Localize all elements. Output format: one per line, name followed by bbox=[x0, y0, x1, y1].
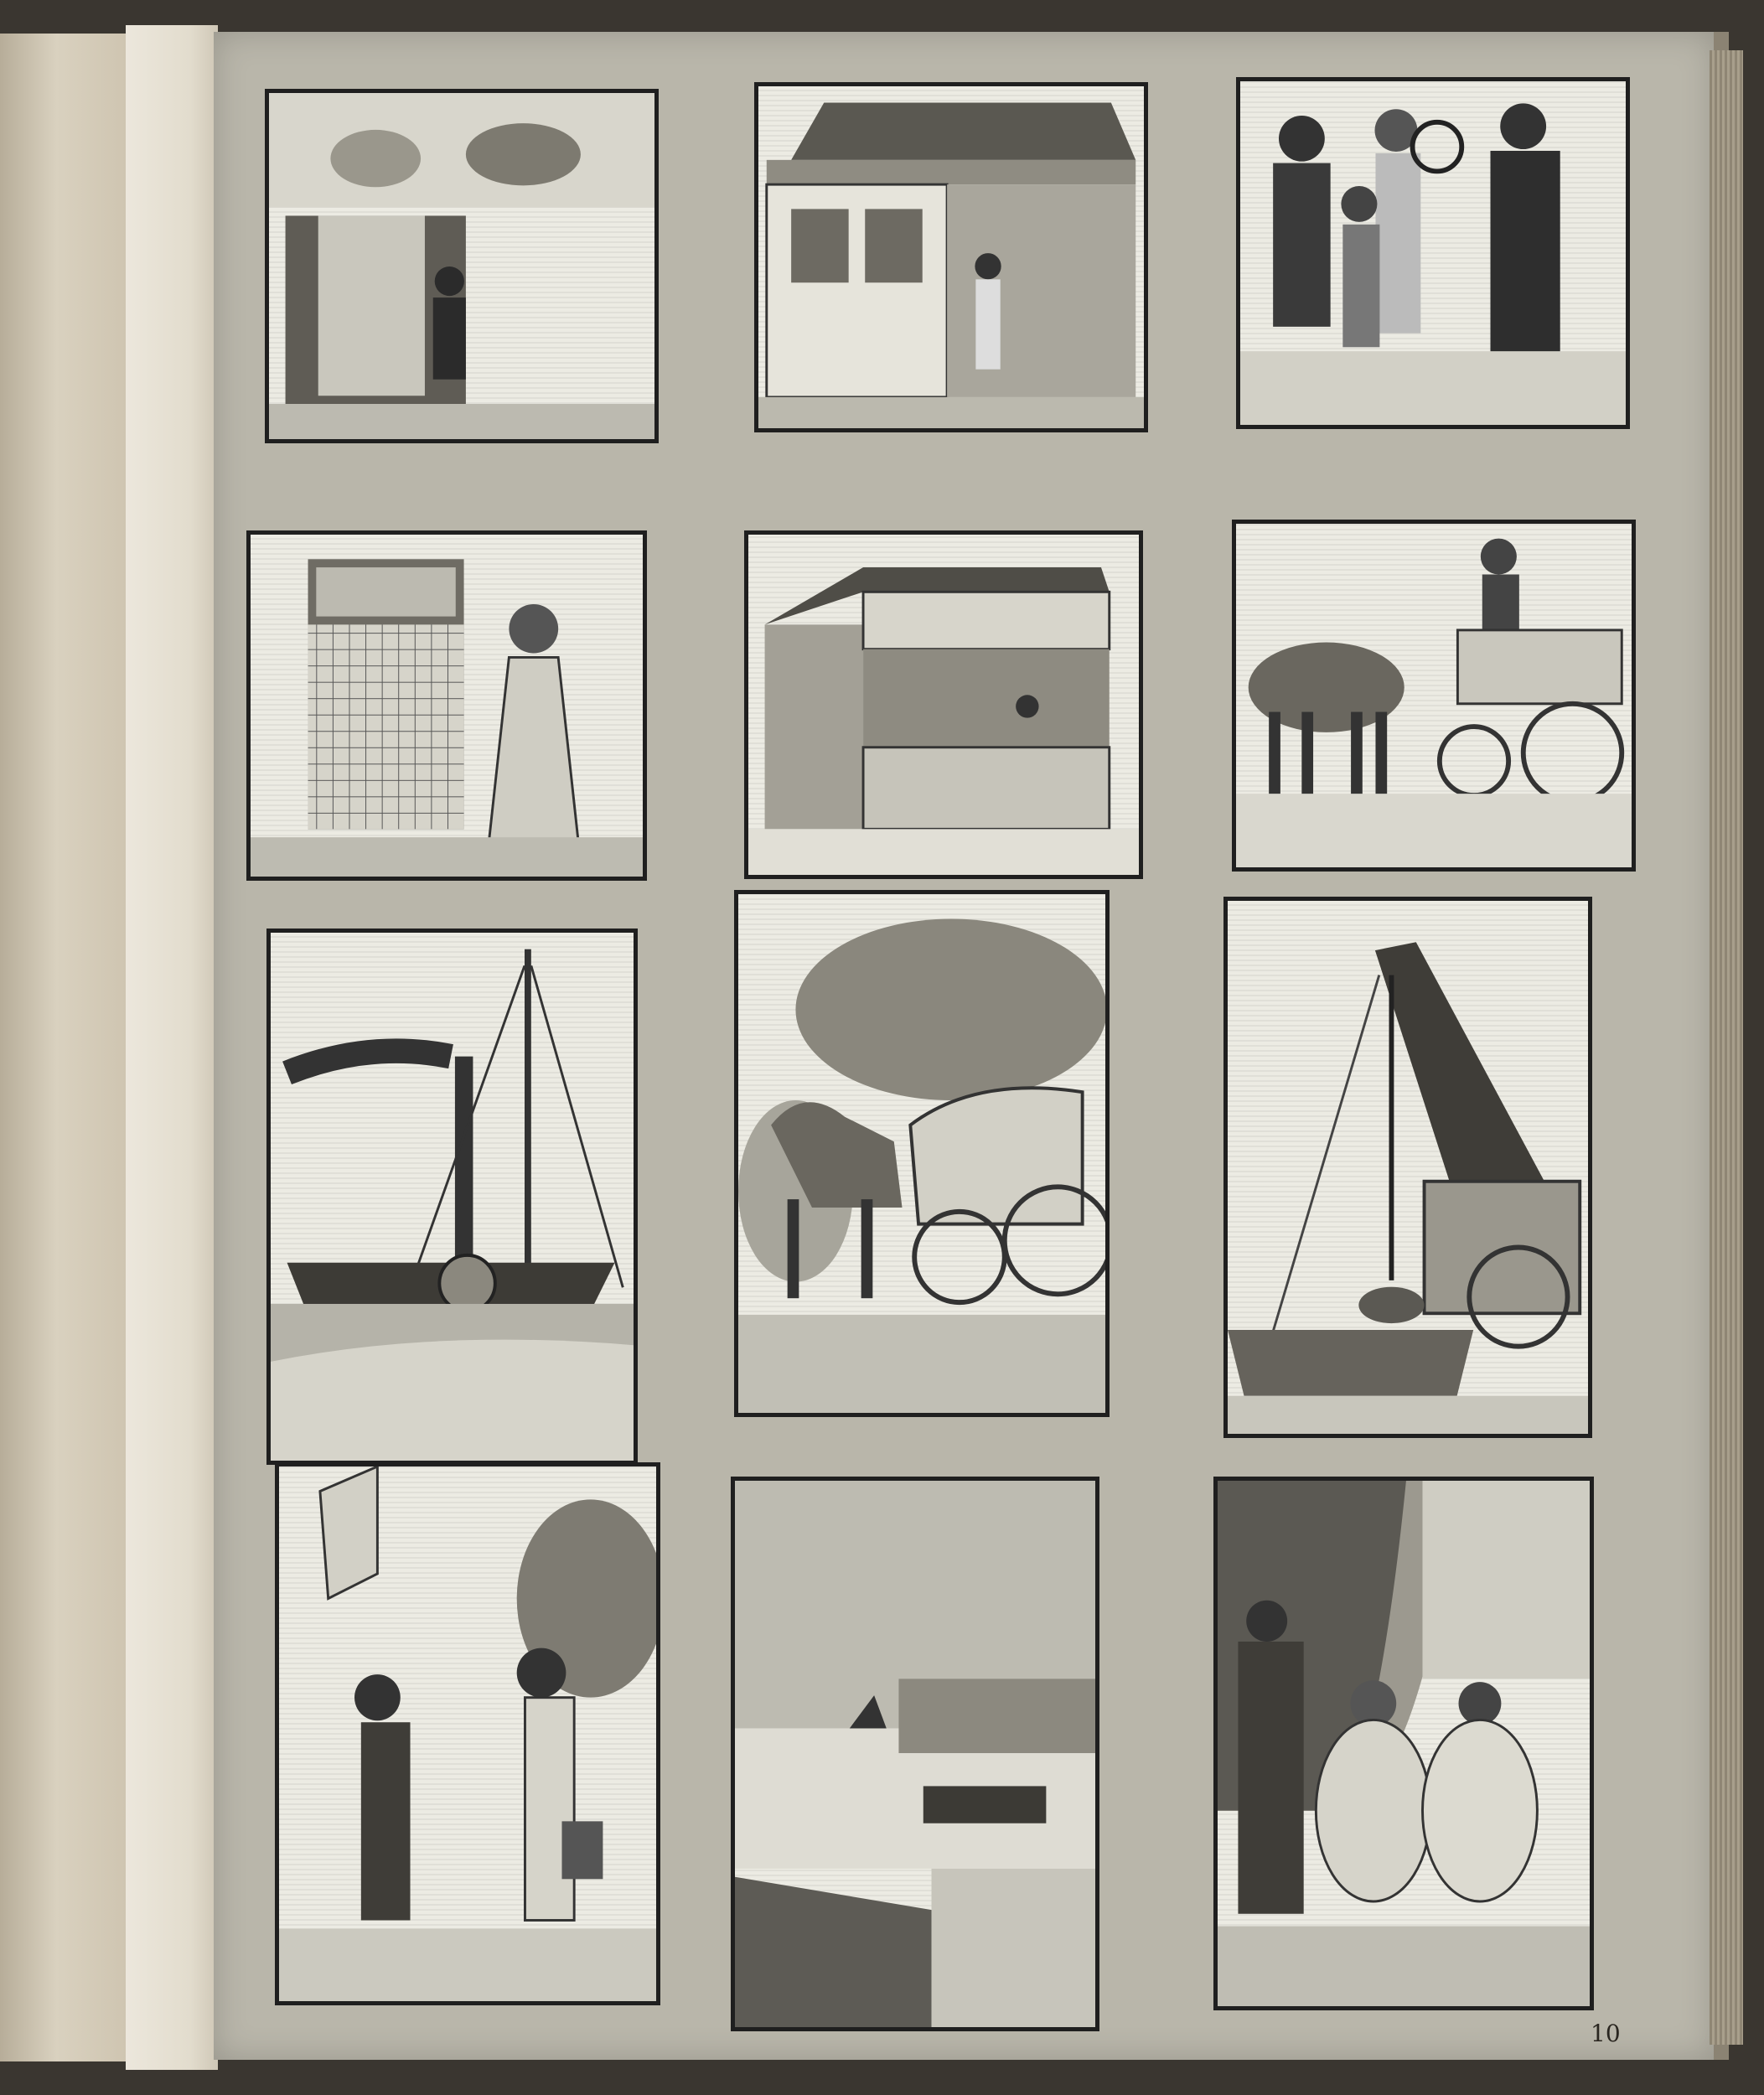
print-market-stall-building bbox=[754, 82, 1148, 432]
book-spine bbox=[0, 34, 127, 2061]
print-river-harbour-view bbox=[731, 1477, 1099, 2031]
print-street-musicians bbox=[1236, 77, 1630, 429]
print-harbour-crane bbox=[1223, 897, 1592, 1438]
print-puppet-booth bbox=[246, 530, 647, 881]
page-hinge bbox=[126, 25, 218, 2070]
print-menagerie-show bbox=[265, 89, 659, 443]
print-horse-and-cart bbox=[1232, 520, 1636, 872]
print-horse-carriage bbox=[734, 890, 1110, 1417]
print-wooden-market-stand bbox=[744, 530, 1143, 879]
print-paddle-steamer bbox=[266, 929, 638, 1465]
print-marching-soldiers bbox=[275, 1462, 660, 2005]
print-women-seated-under-shelter bbox=[1213, 1477, 1594, 2010]
page-number: 10 bbox=[1591, 2020, 1621, 2047]
page-edges bbox=[1710, 50, 1743, 2045]
